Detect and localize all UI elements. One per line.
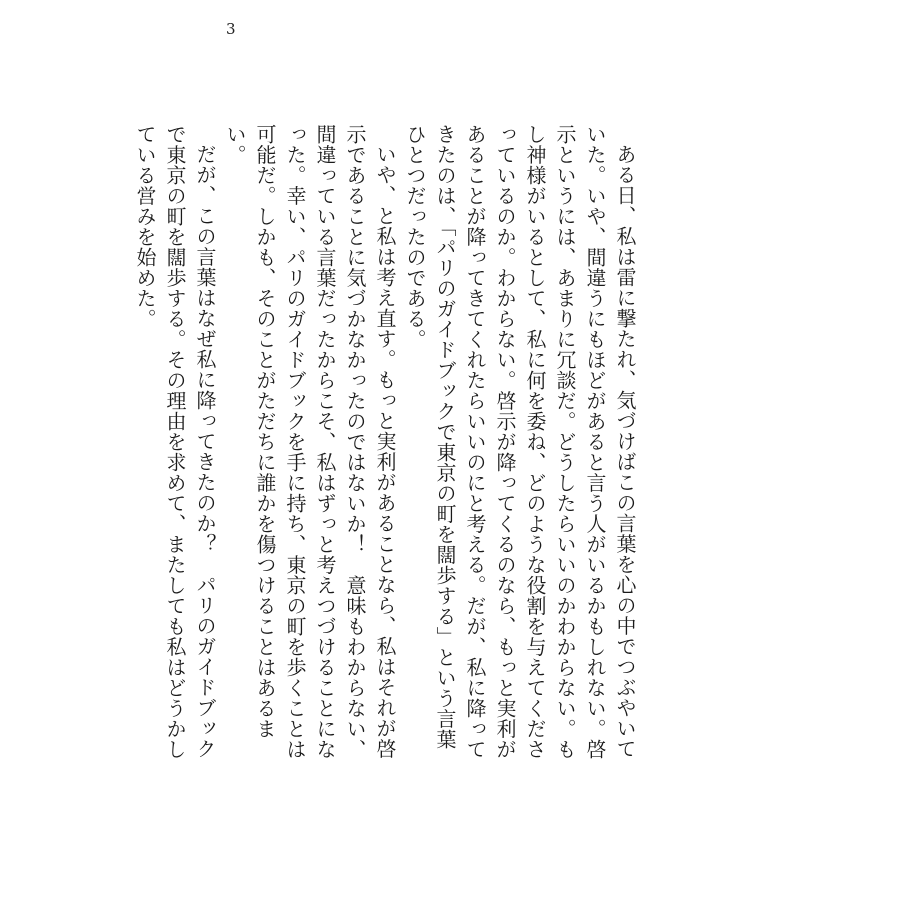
page-number: 3 xyxy=(226,20,236,38)
paragraph-2: いや、と私は考え直す。もっと実利があることなら、私はそれが啓示であることに気づかなかったのではないか！ 意味もわからない、間違っている言葉だったからこそ、私はずっと考えつづけることになった。幸い、パリのガイドブックを手に持ち、東京の町を歩くことは可能だ。しかも、そのことがただちに誰かを傷つけることはあるまい。 xyxy=(223,124,397,760)
vertical-body-text xyxy=(130,124,640,764)
paragraph-3: だが、この言葉はなぜ私に降ってきたのか？ パリのガイドブックで東京の町を闊歩する。その理由を求めて、またしても私はどうかしている営みを始めた。 xyxy=(133,124,217,760)
paragraph-1: ある日、私は雷に撃たれ、気づけばこの言葉を心の中でつぶやいていた。いや、間違うにもほどがあると言う人がいるかもしれない。啓示というには、あまりに冗談だ。どうしたらいいのかわからない。もし神様がいるとして、私に何を委ね、どのような役割を与えてくださっているのか。わからない。啓示が降ってくるのなら、もっと実利があることが降ってきてくれたらいいのにと考える。だが、私に降ってきたのは、「パリのガイドブックで東京の町を闊歩する」という言葉ひとつだったのである。 xyxy=(403,124,637,760)
